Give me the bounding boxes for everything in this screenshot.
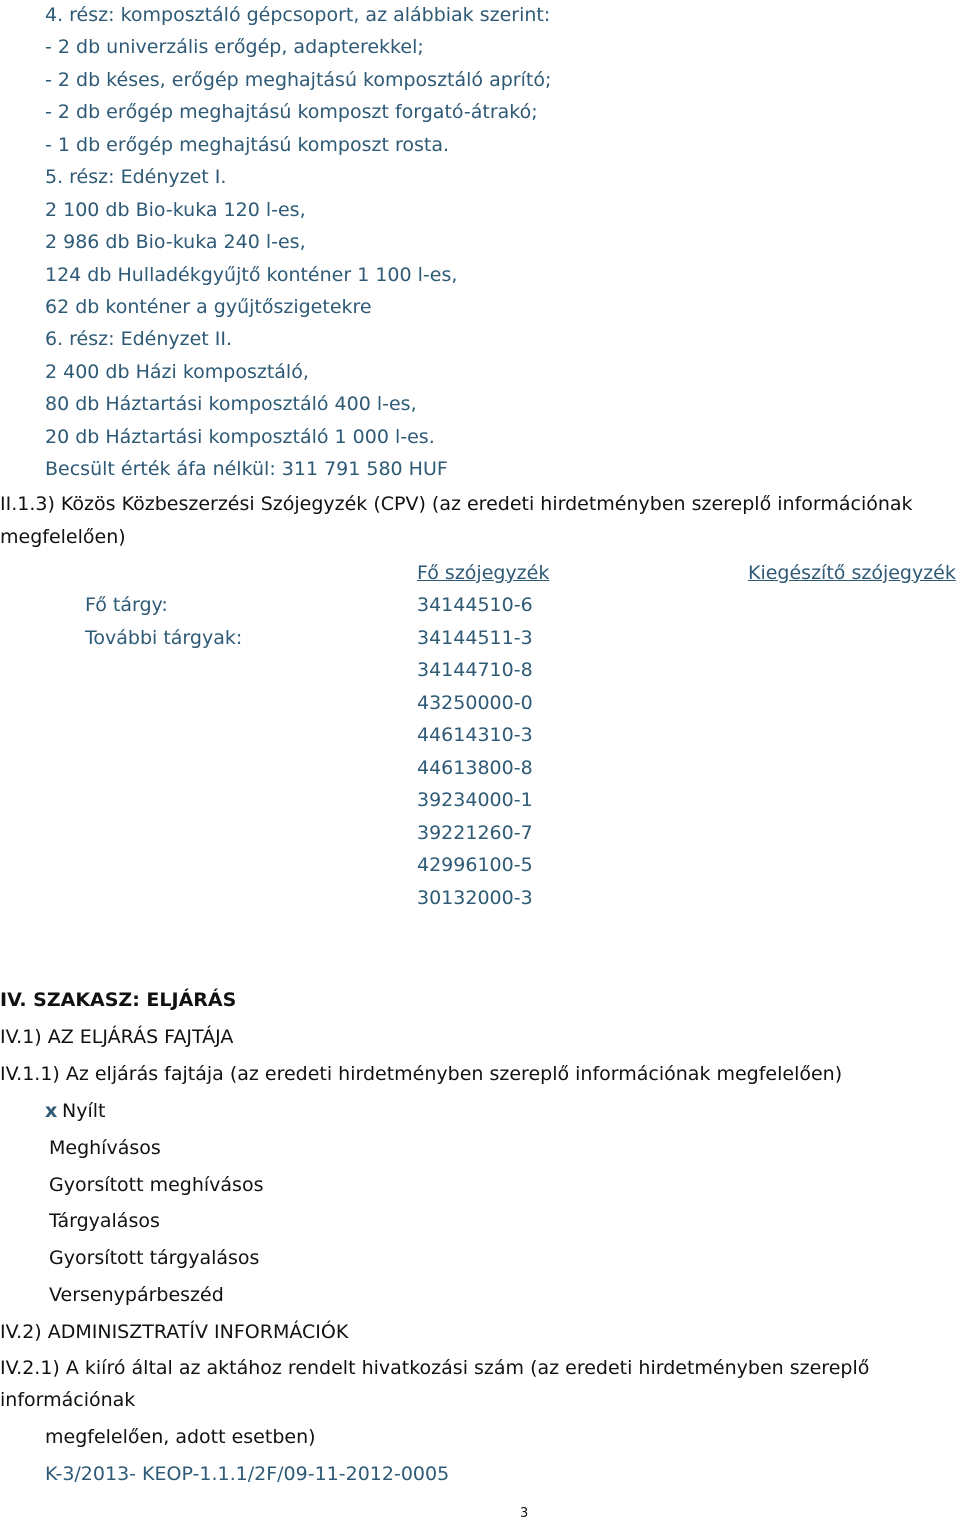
subsection-heading: IV.1.1) Az eljárás fajtája (az eredeti hirdetményben szereplő információnak megfelelően) xyxy=(0,1063,843,1085)
cpv-code: 39221260-7 xyxy=(417,822,533,844)
part4-item: - 2 db erőgép meghajtású komposzt forgató-átrakó; xyxy=(45,101,538,123)
cpv-code: 34144510-6 xyxy=(417,594,533,616)
section-title: IV. SZAKASZ: ELJÁRÁS xyxy=(0,989,237,1011)
part5-item: 2 986 db Bio-kuka 240 l-es, xyxy=(45,231,306,253)
subsection-heading: IV.1) AZ ELJÁRÁS FAJTÁJA xyxy=(0,1026,234,1048)
procedure-option: Meghívásos xyxy=(49,1137,161,1159)
subsection-heading: IV.2) ADMINISZTRATÍV INFORMÁCIÓK xyxy=(0,1321,349,1343)
part6-heading: 6. rész: Edényzet II. xyxy=(45,328,233,350)
subsection-heading-cont: információnak xyxy=(0,1389,136,1411)
part4-heading: 4. rész: komposztáló gépcsoport, az alábbiak szerint: xyxy=(45,4,551,26)
estimated-value: Becsült érték áfa nélkül: 311 791 580 HUF xyxy=(45,458,448,480)
page-number: 3 xyxy=(520,1506,529,1521)
cpv-heading: II.1.3) Közös Közbeszerzési Szójegyzék (CPV) (az eredeti hirdetményben szereplő információnak xyxy=(0,493,913,515)
cpv-code: 39234000-1 xyxy=(417,789,533,811)
part6-item: 80 db Háztartási komposztáló 400 l-es, xyxy=(45,393,417,415)
cpv-supplementary-column-header: Kiegészítő szójegyzék xyxy=(748,562,956,584)
part4-item: - 2 db késes, erőgép meghajtású komposztáló aprító; xyxy=(45,69,552,91)
part5-heading: 5. rész: Edényzet I. xyxy=(45,166,227,188)
part4-item: - 2 db univerzális erőgép, adapterekkel; xyxy=(45,36,424,58)
procedure-option: Tárgyalásos xyxy=(49,1210,160,1232)
cpv-code: 42996100-5 xyxy=(417,854,533,876)
cpv-code: 44613800-8 xyxy=(417,757,533,779)
cpv-main-column-header: Fő szójegyzék xyxy=(417,562,550,584)
main-object-label: Fő tárgy: xyxy=(85,594,168,616)
subsection-heading-cont: megfelelően, adott esetben) xyxy=(45,1426,316,1448)
part4-item: - 1 db erőgép meghajtású komposzt rosta. xyxy=(45,134,450,156)
cpv-code: 44614310-3 xyxy=(417,724,533,746)
cpv-code: 43250000-0 xyxy=(417,692,533,714)
other-objects-label: További tárgyak: xyxy=(85,627,243,649)
part6-item: 2 400 db Házi komposztáló, xyxy=(45,361,309,383)
reference-number: K-3/2013- KEOP-1.1.1/2F/09-11-2012-0005 xyxy=(45,1463,450,1485)
selected-mark: x xyxy=(45,1100,58,1122)
part5-item: 124 db Hulladékgyűjtő konténer 1 100 l-es, xyxy=(45,264,458,286)
subsection-heading: IV.2.1) A kiíró által az aktához rendelt hivatkozási szám (az eredeti hirdetményben szereplő xyxy=(0,1357,870,1379)
procedure-option: Gyorsított meghívásos xyxy=(49,1174,264,1196)
part5-item: 62 db konténer a gyűjtőszigetekre xyxy=(45,296,372,318)
part5-item: 2 100 db Bio-kuka 120 l-es, xyxy=(45,199,306,221)
cpv-heading-cont: megfelelően) xyxy=(0,526,126,548)
cpv-code: 34144710-8 xyxy=(417,659,533,681)
part6-item: 20 db Háztartási komposztáló 1 000 l-es. xyxy=(45,426,435,448)
procedure-option: Gyorsított tárgyalásos xyxy=(49,1247,260,1269)
procedure-option-selected: Nyílt xyxy=(62,1100,106,1122)
procedure-option: Versenypárbeszéd xyxy=(49,1284,224,1306)
cpv-code: 30132000-3 xyxy=(417,887,533,909)
cpv-code: 34144511-3 xyxy=(417,627,533,649)
